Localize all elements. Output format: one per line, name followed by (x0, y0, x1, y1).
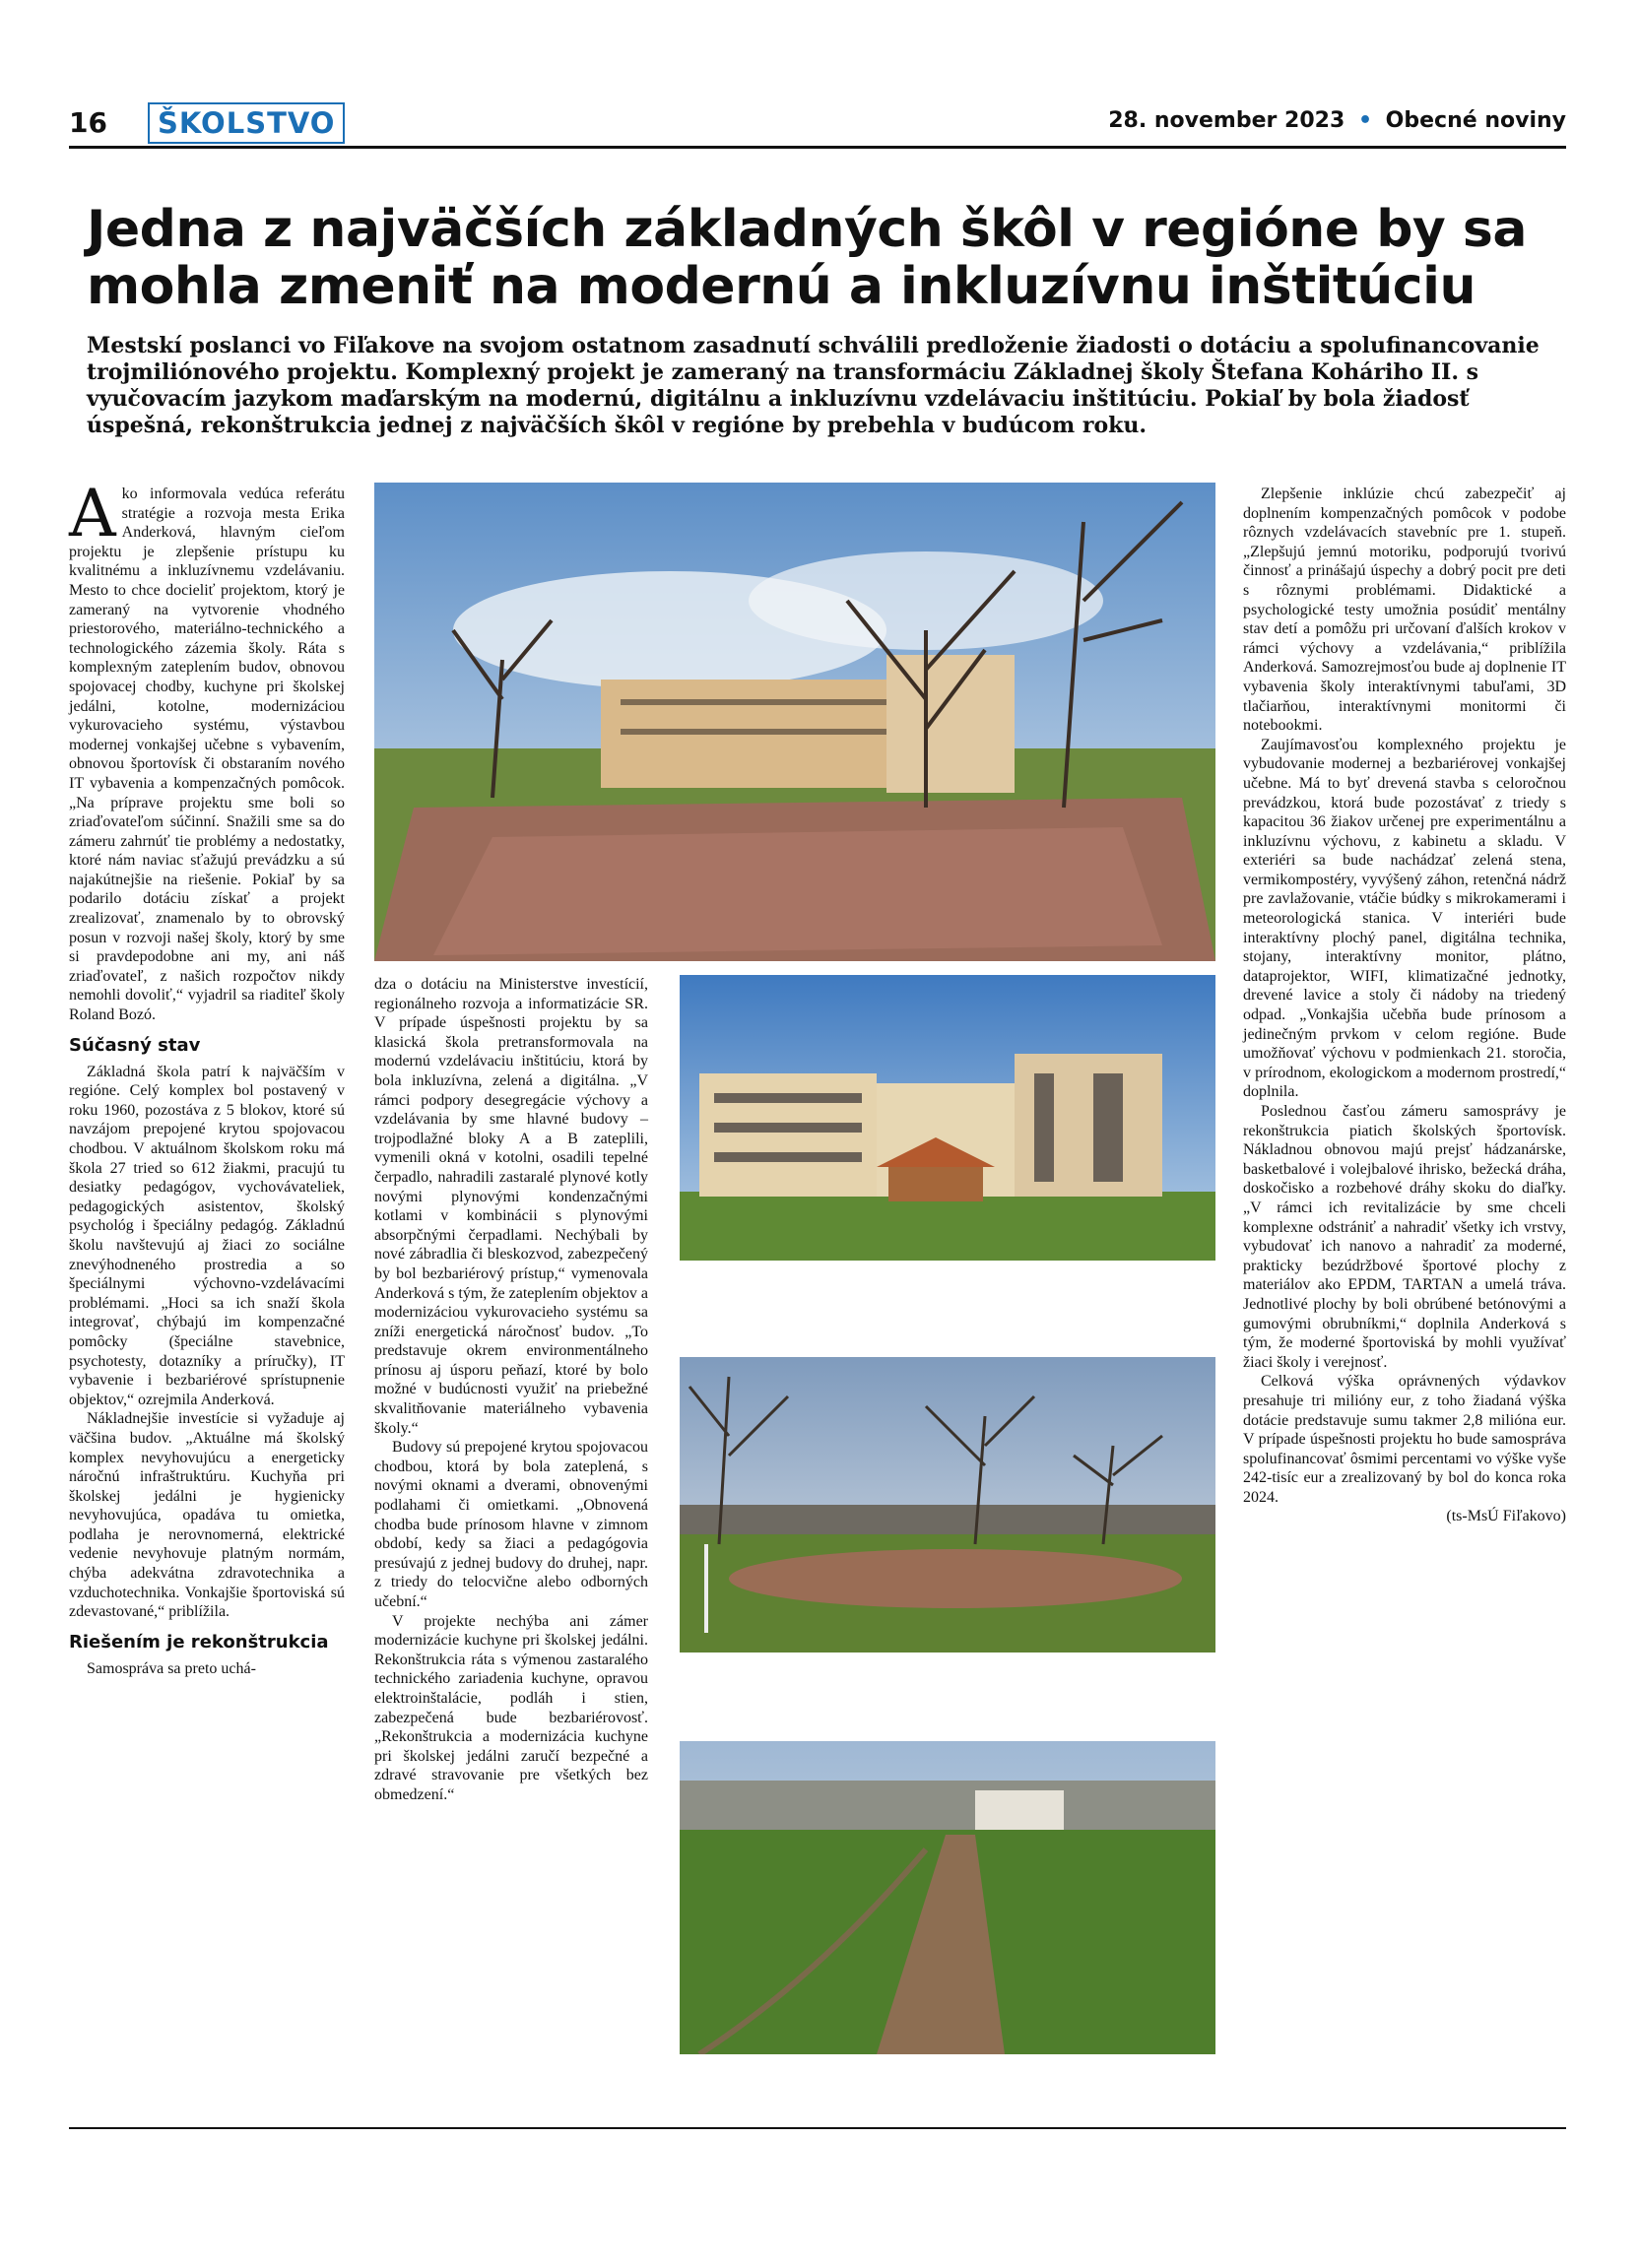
issue-date: 28. november 2023 (1108, 108, 1345, 133)
subheading-current-state: Súčasný stav (69, 1034, 201, 1056)
lede: Mestskí poslanci vo Fiľakove na svojom ostatnom zasadnutí schválili predloženie žiadosti o dotáciu a spolufinancovanie trojmiliónového projektu. Komplexný projekt je zameraný na transformáciu Základnej školy Štefana Koháriho II. s vyučovacím jazykom maďarským na modernú, digitálnu a inkluzívnu vzdelávaciu inštitúciu. Pokiaľ by bola žiadosť úspešná, rekonštrukcia jednej z najväčších škôl v regióne by prebehla v budúcom roku. (87, 333, 1540, 438)
paragraph (69, 476, 345, 1025)
section-label: ŠKOLSTVO (148, 102, 345, 144)
photo-image (680, 1741, 1215, 2054)
photo-image (680, 1357, 1215, 1652)
paragraph: Celková výška oprávnených výdavkov presahuje tri milióny eur, z toho žiadaná výška dotácie predstavuje sumu takmer 2,8 milióna eur. V prípade úspešnosti projektu ho bude samospráva spolufinancovať ôsmimi percentami vo výške vyše 242-tisíc eur a zrealizovaný by bol do konca roka 2024. (1243, 1373, 1566, 1506)
issue-info (1108, 108, 1566, 133)
paragraph: Budovy sú prepojené krytou spojovacou chodbou, ktorá by bola zateplená, s novými oknami a dverami, obnovenými podlahami či omietkami. „Obnovená chodba bude prínosom hlavne v zimnom období, kedy sa žiaci a pedagógovia presúvajú z jednej budovy do druhej, napr. z triedy do telocvične alebo odborných učební.“ (374, 1439, 648, 1610)
publication-name: Obecné noviny (1385, 108, 1566, 133)
paragraph: Zlepšenie inklúzie chcú zabezpečiť aj doplnením kompenzačných pomôcok v podobe rôznych vzdelávacích stavebníc pre 1. stupeň. „Zlepšujú jemnú motoriku, podporujú tvorivú činnosť a prinášajú úspechy a dobrý pocit pre deti s rôznymi problémami. Didaktické a psychologické testy umožnia posúdiť mentálny stav detí a pomôžu pri určovaní ďalších krokov v rámci výchovy a vzdelávania,“ priblížila Anderková. Samozrejmosťou bude aj doplnenie IT vybavenia školy interaktívnymi tabuľami, 3D tlačiarňou, interaktívnymi monitormi či notebookmi. (1243, 486, 1566, 735)
photo-image (680, 975, 1215, 1261)
headline: Jedna z najväčších základných škôl v regióne by sa mohla zmeniť na modernú a inkluzívnu inštitúciu (87, 200, 1527, 316)
paragraph: dza o dotáciu na Ministerstve investícií, regionálneho rozvoja a informatizácie SR. V prípade úspešnosti projektu by sa klasická škola pretransformovala na modernú vzdelávaciu inštitúciu, ktorá by bola inkluzívna, zelená a digitálna. „V rámci podpory desegregácie výchovy a vzdelávania by sme hlavné budovy – trojpodlažné bloky A a B zateplili, vymenili okná v kotolni, osadili tepelné čerpadlo, nahradili zastaralé plynové kotly novými plynovými kondenzačnými kotlami v kombinácii s plynovými absorpčnými čerpadlami. Nechýbali by nové zábradlia či bleskozvod, zabezpečený by bol bezbariérový prístup,“ vymenovala Anderková s tým, že zateplením objektov a modernizáciou vykurovacieho systému sa zníži energetická náročnosť budov. „To predstavuje okrem environmentálneho prínosu aj úsporu peňazí, ktoré by bolo možné v budúcnosti využiť na priebežné skvalitňovanie materiálneho vybavenia školy.“ (374, 976, 648, 1437)
paragraph: V projekte nechýba ani zámer modernizácie kuchyne pri školskej jedálni. Rekonštrukcia ráta s výmenou zastaralého technického zariadenia kuchyne, opravou elektroinštalácie, podláh i stien, zabezpečená bude bezbariérovosť. „Rekonštrukcia a modernizácia kuchyne pri školskej jedálni zaručí bezpečné a zdravé stravovanie pre všetkých bez obmedzení.“ (374, 1612, 648, 1803)
footer-rule (69, 2127, 1566, 2129)
photo-image (374, 483, 1215, 961)
byline: (ts-MsÚ Fiľakovo) (1446, 1508, 1566, 1525)
photo-school-field (374, 483, 1215, 961)
paragraph: Poslednou časťou zámeru samosprávy je rekonštrukcia piatich školských športovísk. Nákladnou obnovou majú prejsť hádzanárske, basketbalové i volejbalové ihrisko, bežecká dráha, doskočisko a rozbehové dráhy skoku do diaľky. „V rámci ich revitalizácie by sme chceli komplexne odstrániť a nahradiť všetky ich vrstvy, vybudovať ich nanovo a nahradiť za moderné, prakticky bezúdržbové športové plochy z materiálov ako EPDM, TARTAN a umelá tráva. Jednotlivé plochy by boli obrúbené betónovými a gumovými obrubníkmi,“ doplnila Anderková s tým, že moderné športoviská by mohli využívať žiaci školy i verejnosť. (1243, 1103, 1566, 1371)
column-2 (374, 975, 648, 1805)
column-1 (69, 476, 345, 1678)
page-header (69, 102, 1566, 142)
photo-sports-ground (680, 1357, 1215, 1652)
paragraph: Základná škola patrí k najväčším v regióne. Celý komplex bol postavený v roku 1960, pozostáva z 5 blokov, ktoré sú navzájom prepojené krytou spojovacou chodbou. V aktuálnom školskom roku má škola 27 tried so 612 žiakmi, pracujú tu desiatky pedagógov, vychovávateliek, pedagogických asistentov, školský psychológ i špeciálny pedagóg. Základnú školu navštevujú aj žiaci zo sociálne znevýhodneného prostredia a so špeciálnymi výchovno-vzdelávacími problémami. „Hoci sa ich snaží škola integrovať, chýbajú im kompenzačné pomôcky (špeciálne stavebnice, psychotesty, dotazníky a príručky), IT vybavenie i bezbariérové sprístupnenie objektov,“ ozrejmila Anderková. (69, 1063, 345, 1408)
page-number: 16 (69, 106, 107, 139)
subheading-solution: Riešením je rekonštrukcia (69, 1631, 329, 1652)
column-4 (1243, 485, 1566, 1526)
paragraph: Samospráva sa preto uchá- (87, 1659, 256, 1677)
paragraph-text: ko informovala vedúca referátu stratégie a rozvoja mesta Erika Anderková, hlavným cieľom projektu je zlepšenie prístupu ku kvalitnému a inkluzívnemu vzdelávaniu. Mesto to chce docieliť projektom, ktorý je zameraný na vytvorenie vhodného priestorového, materiálno-technického a technologického zázemia školy. Ráta s komplexným zateplením budov, obnovou spojovacej chodby, kuchyne pri školskej jedálni, kotolne, modernizáciou vykurovacieho systému, výstavbou modernej vonkajšej učebne s vybavením, obnovou športovísk či obstaraním nového IT vybavenia a kompenzačných pomôcok. „Na príprave projektu sme boli so zriaďovateľom súčinní. Snažili sme sa do zámeru zahrnúť tie problémy a nedostatky, ktoré nám naviac sťažujú prevádzku a sú najakútnejšie na riešenie. Pokiaľ by sa podarilo dotáciu získať a projekt zrealizovať, znamenalo by to obrovský posun v rozvoji našej školy, ktorý by sme si pravdepodobne ani my, ani náš zriaďovateľ, z našich rozpočtov nikdy nemohli dovoliť,“ vyjadril sa riaditeľ školy Roland Bozó. (69, 486, 345, 1024)
bullet-separator: • (1357, 108, 1372, 133)
photo-running-track (680, 1741, 1215, 2054)
drop-cap: A (69, 476, 116, 551)
photo-school-gazebo (680, 975, 1215, 1261)
paragraph: Nákladnejšie investície si vyžaduje aj väčšina budov. „Aktuálne má školský komplex nevyhovujúcu a energeticky náročnú infraštruktúru. Kuchyňa pri školskej jedálni je hygienicky nevyhovujúca, opadáva tu omietka, podlaha je nerovnomerná, elektrické vedenie nevyhovuje platným normám, chýba adekvátna zdravotechnika a vzduchotechnika. Vonkajšie športoviská sú zdevastované,“ priblížila. (69, 1410, 345, 1621)
header-rule (69, 146, 1566, 149)
paragraph: Zaujímavosťou komplexného projektu je vybudovanie modernej a bezbariérovej vonkajšej učebne. Má to byť drevená stavba s celoročnou prevádzkou, ktorá bude pozostávať z triedy s kapacitou 36 žiakov určenej pre experimentálnu a inkluzívnu výchovu, z kabinetu a skladu. V exteriéri sa bude nachádzať zelená stena, vermikompostéry, vyvýšený záhon, retenčná nádrž pre zavlažovanie, vtáčie búdky s mikrokamerami i meteorologická stanica. V interiéri bude interaktívny plochý panel, digitálna technika, stojany, interaktívny monitor, plátno, dataprojektor, WIFI, klimatizačné jednotky, drevené lavice a stoly či nádoby na triedený odpad. „Vonkajšia učebňa bude prínosom a jedinečným prvkom v celom regióne. Bude umožňovať výchovu v podmienkach 21. storočia, v prírodnom, ekologickom a modernom prostredí,“ doplnila. (1243, 736, 1566, 1101)
